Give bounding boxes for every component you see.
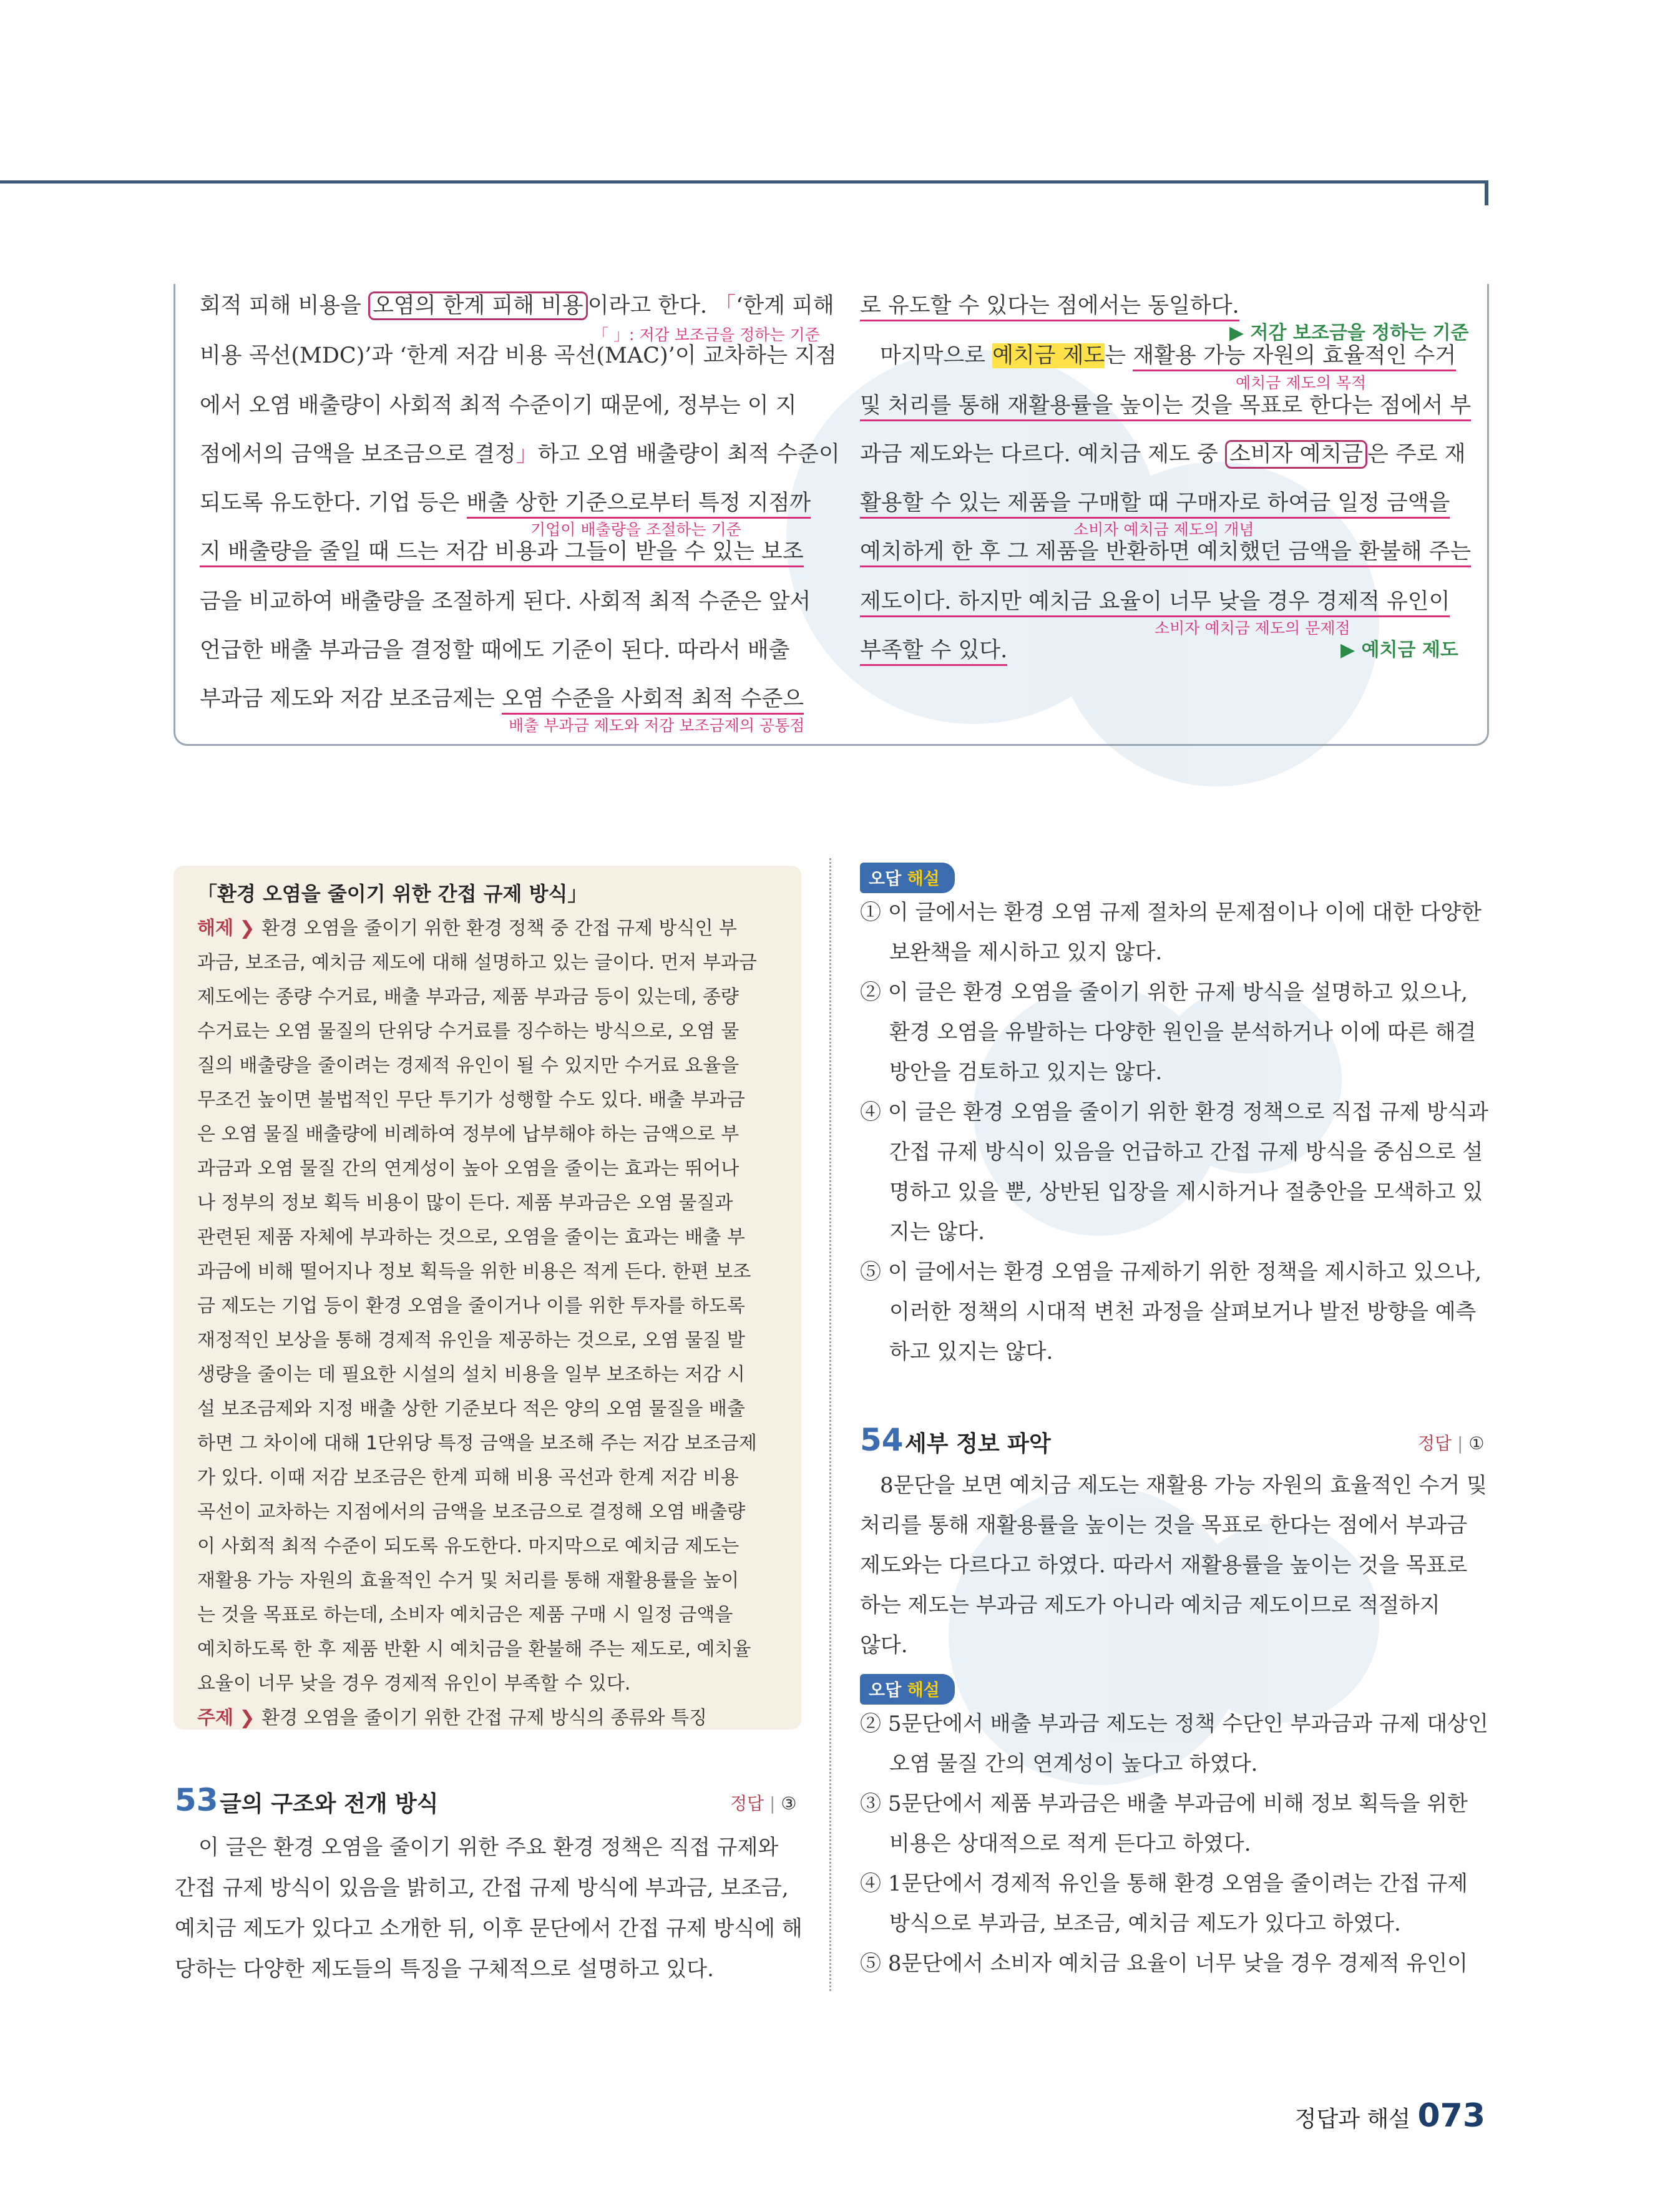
answer-label: 정답	[1418, 1433, 1452, 1454]
summary-line-8: 과금과 오염 물질 간의 연계성이 높아 오염을 줄이는 효과는 뛰어나	[197, 1158, 740, 1180]
wrong-item	[860, 899, 1482, 926]
wrong-item	[860, 1258, 1482, 1286]
text-run: 과금 제도와는 다르다. 예치금 제도 중	[860, 442, 1226, 467]
item-text: 명하고 있을 뿐, 상반된 입장을 제시하거나 절충안을 모색하고 있	[889, 1180, 1483, 1205]
summary-line-18: 곡선이 교차하는 지점에서의 금액을 보조금으로 결정해 오염 배출량	[197, 1501, 746, 1523]
question-title: 글의 구조와 전개 방식	[220, 1791, 439, 1817]
summary-line-4: 수거료는 오염 물질의 단위당 수거료를 징수하는 방식으로, 오염 물	[197, 1020, 740, 1042]
underlined-text: 제도이다. 하지만 예치금 요율이 너무 낮을 경우 경제적 유인이	[860, 589, 1450, 617]
underlined-text: 배출 상한 기준으로부터 특정 지점까	[467, 491, 811, 519]
explain-label: 해제	[197, 918, 233, 939]
summary-line-1	[197, 916, 737, 941]
summary-line-3: 제도에는 종량 수거료, 배출 부과금, 제품 부과금 등이 있는데, 종량	[197, 986, 739, 1008]
text-run: 되도록 유도한다. 기업 등은	[200, 491, 467, 516]
text-run: ‘한계 피해	[736, 293, 834, 318]
answer-tag: 정답 | ①	[1418, 1433, 1485, 1454]
passage-right-line-8	[860, 637, 1007, 664]
passage-right-line-3	[860, 392, 1471, 419]
underlined-text: 지 배출량을 줄일 때 드는 저감 비용과 그들이 받을 수 있는 보조	[200, 539, 804, 567]
item-number: ⑤	[860, 1951, 881, 1976]
wrong-item	[860, 1099, 1488, 1126]
item-number: ④	[860, 1871, 881, 1896]
passage-left-line-1	[200, 292, 834, 320]
underlined-text: 로 유도할 수 있다는 점에서는 동일하다.	[860, 293, 1239, 321]
text-run: 점에서의 금액을 보조금으로 결정	[200, 442, 516, 467]
chevron-right-icon: ❯	[239, 918, 262, 939]
summary-line-22: 예치하도록 한 후 제품 반환 시 예치금을 환불해 주는 제도로, 예치율	[197, 1638, 751, 1660]
passage-left-line-3: 에서 오염 배출량이 사회적 최적 수준이기 때문에, 정부는 이 지	[200, 393, 797, 418]
highlighted-term-deposit: 예치금 제도	[992, 343, 1105, 368]
summary-line-9: 나 정부의 정보 획득 비용이 많이 든다. 제품 부과금은 오염 물질과	[197, 1192, 733, 1214]
summary-line-14: 생량을 줄이는 데 필요한 시설의 설치 비용을 일부 보조하는 저감 시	[197, 1364, 745, 1386]
explanation-line-5: 않다.	[860, 1633, 908, 1658]
summary-line-12: 금 제도는 기업 등이 환경 오염을 줄이거나 이를 위한 투자를 하도록	[197, 1295, 745, 1317]
summary-line-2: 과금, 보조금, 예치금 제도에 대해 설명하고 있는 글이다. 먼저 부과금	[197, 952, 757, 974]
annotation-common-point: 배출 부과금 제도와 저감 보조금제의 공통점	[509, 717, 805, 735]
item-text: 간접 규제 방식이 있음을 언급하고 간접 규제 방식을 중심으로 설	[889, 1140, 1483, 1165]
text-run: 부과금 제도와 저감 보조금제는	[200, 687, 502, 712]
item-text: 방식으로 부과금, 보조금, 예치금 제도가 있다고 하였다.	[889, 1911, 1401, 1936]
answer-value: ③	[781, 1793, 797, 1814]
text-run: 환경 오염을 줄이기 위한 환경 정책 중 간접 규제 방식인 부	[261, 918, 738, 939]
summary-line-16: 하면 그 차이에 대해 1단위당 특정 금액을 보조해 주는 저감 보조금제	[197, 1432, 757, 1454]
passage-left-line-9	[200, 685, 804, 713]
wrong-item	[860, 1710, 1488, 1738]
item-text: 보완책을 제시하고 있지 않다.	[889, 940, 1163, 965]
explanation-line-1: 8문단을 보면 예치금 제도는 재활용 가능 자원의 효율적인 수거 및	[880, 1473, 1487, 1498]
boxed-term-consumer-deposit: 소비자 예치금	[1225, 440, 1367, 469]
passage-right-line-1	[860, 292, 1239, 320]
summary-line-19: 이 사회적 최적 수준이 되도록 유도한다. 마지막으로 예치금 제도는	[197, 1535, 740, 1557]
item-number: ①	[860, 900, 881, 925]
summary-line-21: 는 것을 목표로 하는데, 소비자 예치금은 제품 구매 시 일정 금액을	[197, 1604, 733, 1626]
underlined-text: 오염 수준을 사회적 최적 수준으	[502, 687, 804, 715]
annotation-deposit-purpose: 예치금 제도의 목적	[1236, 374, 1367, 392]
item-text: 8문단에서 소비자 예치금 요율이 너무 낮을 경우 경제적 유인이	[887, 1951, 1468, 1976]
passage-left-line-8: 언급한 배출 부과금을 결정할 때에도 기준이 된다. 따라서 배출	[200, 638, 790, 663]
wrong-item	[860, 1790, 1468, 1818]
item-text: 방안을 검토하고 있지는 않다.	[889, 1060, 1163, 1085]
badge-accent: 해설	[907, 1681, 940, 1700]
annotation-subsidy-criterion: 「 」: 저감 보조금을 정하는 기준	[593, 326, 820, 344]
summary-title: 「환경 오염을 줄이기 위한 간접 규제 방식」	[197, 882, 588, 906]
explanation-line-4: 당하는 다양한 제도들의 특징을 구체적으로 설명하고 있다.	[175, 1957, 714, 1982]
footer-label: 정답과 해설	[1294, 2107, 1410, 2132]
item-text: 하고 있지는 않다.	[889, 1339, 1053, 1364]
explanation-line-2: 처리를 통해 재활용률을 높이는 것을 목표로 한다는 점에서 부과금	[860, 1513, 1468, 1538]
text-run: 은 주로 재	[1367, 442, 1466, 467]
summary-line-10: 관련된 제품 자체에 부과하는 것으로, 오염을 줄이는 효과는 배출 부	[197, 1226, 745, 1248]
boxed-term-mac: 오염의 한계 피해 비용	[368, 291, 588, 320]
item-number: ②	[860, 980, 881, 1005]
annotation-consumer-concept: 소비자 예치금 제도의 개념	[1073, 521, 1254, 539]
summary-theme	[197, 1706, 707, 1731]
underlined-text: 활용할 수 있는 제품을 구매할 때 구매자로 하여금 일정 금액을	[860, 491, 1450, 519]
item-text: 이 글에서는 환경 오염을 규제하기 위한 정책을 제시하고 있으나,	[887, 1260, 1482, 1285]
passage-right-line-4	[860, 441, 1466, 468]
summary-line-23: 요율이 너무 낮을 경우 경제적 유인이 부족할 수 있다.	[197, 1673, 631, 1695]
text-run: 하고 오염 배출량이 최적 수준이	[537, 442, 840, 467]
text-run: 마지막으로	[880, 343, 993, 368]
item-text: 환경 오염을 유발하는 다양한 원인을 분석하거나 이에 따른 해결	[889, 1020, 1477, 1045]
passage-right-line-7	[860, 588, 1450, 615]
summary-line-5: 질의 배출량을 줄이려는 경제적 유인이 될 수 있지만 수거료 요율을	[197, 1055, 740, 1077]
question-number: 53	[175, 1782, 218, 1818]
item-text: 지는 않다.	[889, 1220, 985, 1245]
explanation-line-2: 간접 규제 방식이 있음을 밝히고, 간접 규제 방식에 부과금, 보조금,	[175, 1876, 789, 1901]
bracket-open: 「	[714, 293, 736, 318]
column-divider	[829, 858, 831, 1991]
underlined-text: 부족할 수 있다.	[860, 638, 1007, 666]
item-text: 이 글은 환경 오염을 줄이기 위한 규제 방식을 설명하고 있으나,	[887, 980, 1468, 1005]
underlined-text: 재활용 가능 자원의 효율적인 수거	[1133, 343, 1456, 371]
summary-line-6: 무조건 높이면 불법적인 무단 투기가 성행할 수도 있다. 배출 부과금	[197, 1089, 745, 1111]
passage-left-line-4	[200, 441, 840, 468]
item-number: ③	[860, 1791, 881, 1816]
question-title: 세부 정보 파악	[905, 1431, 1051, 1457]
underlined-text: 예치하게 한 후 그 제품을 반환하면 예치했던 금액을 환불해 주는	[860, 539, 1471, 567]
item-text: 이 글에서는 환경 오염 규제 절차의 문제점이나 이에 대한 다양한	[887, 900, 1482, 925]
wrong-item	[860, 1950, 1468, 1977]
passage-right-line-2	[880, 342, 1456, 369]
passage-left-line-6	[200, 538, 804, 565]
side-note-subsidy-criterion: ▶ 저감 보조금을 정하는 기준	[1229, 322, 1469, 344]
text-run: 는	[1105, 343, 1133, 368]
item-text: 1문단에서 경제적 유인을 통해 환경 오염을 줄이려는 간접 규제	[887, 1871, 1468, 1896]
item-text: 5문단에서 배출 부과금 제도는 정책 수단인 부과금과 규제 대상인	[887, 1711, 1488, 1736]
item-text: 이러한 정책의 시대적 변천 과정을 살펴보거나 발전 방향을 예측	[889, 1299, 1477, 1324]
theme-label: 주제	[197, 1707, 233, 1729]
item-number: ②	[860, 1711, 881, 1736]
item-text: 비용은 상대적으로 적게 든다고 하였다.	[889, 1831, 1251, 1856]
page-number: 073	[1417, 2097, 1485, 2135]
summary-line-11: 과금에 비해 떨어지나 정보 획득을 위한 비용은 적게 든다. 한편 보조	[197, 1261, 751, 1283]
item-number: ⑤	[860, 1260, 881, 1285]
bracket-close: 」	[515, 442, 538, 467]
passage-left-line-5	[200, 489, 811, 517]
summary-line-17: 가 있다. 이때 저감 보조금은 한계 피해 비용 곡선과 한계 저감 비용	[197, 1467, 739, 1489]
annotation-adjust-criterion: 기업이 배출량을 조절하는 기준	[530, 521, 741, 539]
item-text: 오염 물질 간의 연계성이 높다고 하였다.	[889, 1751, 1258, 1776]
summary-line-7: 은 오염 물질 배출량에 비례하여 정부에 납부해야 하는 금액으로 부	[197, 1123, 740, 1145]
chevron-right-icon: ❯	[239, 1707, 262, 1729]
badge-accent: 해설	[907, 869, 940, 889]
side-note-deposit-system: ▶ 예치금 제도	[1340, 639, 1458, 661]
text-run: 이라고 한다.	[587, 293, 715, 318]
summary-line-15: 설 보조금제와 지정 배출 상한 기준보다 적은 양의 오염 물질을 배출	[197, 1398, 745, 1420]
wrong-item	[860, 979, 1468, 1006]
passage-right-line-6	[860, 538, 1471, 565]
page-footer	[1295, 2097, 1485, 2135]
summary-line-13: 재정적인 보상을 통해 경제적 유인을 제공하는 것으로, 오염 물질 발	[197, 1329, 745, 1351]
wrong-answer-badge	[860, 1674, 955, 1705]
annotation-consumer-problem: 소비자 예치금 제도의 문제점	[1155, 619, 1350, 637]
text-run: 회적 피해 비용을	[200, 293, 369, 318]
passage-left-line-7: 금을 비교하여 배출량을 조절하게 된다. 사회적 최적 수준은 앞서	[200, 589, 811, 614]
passage-right-line-5	[860, 489, 1450, 517]
question-number: 54	[860, 1422, 904, 1458]
theme-text: 환경 오염을 줄이기 위한 간접 규제 방식의 종류와 특징	[261, 1707, 707, 1729]
badge-text: 오답	[869, 869, 902, 889]
item-text: 이 글은 환경 오염을 줄이기 위한 환경 정책으로 직접 규제 방식과	[887, 1100, 1488, 1125]
wrong-item	[860, 1870, 1468, 1897]
explanation-line-3: 제도와는 다르다고 하였다. 따라서 재활용률을 높이는 것을 목표로	[860, 1553, 1468, 1578]
answer-value: ①	[1468, 1433, 1485, 1454]
passage-left-line-2: 비용 곡선(MDC)’과 ‘한계 저감 비용 곡선(MAC)’이 교차하는 지점	[200, 343, 837, 368]
badge-text: 오답	[869, 1681, 902, 1700]
explanation-line-1: 이 글은 환경 오염을 줄이기 위한 주요 환경 정책은 직접 규제와	[198, 1835, 779, 1860]
item-number: ④	[860, 1100, 881, 1125]
summary-line-20: 재활용 가능 자원의 효율적인 수거 및 처리를 통해 재활용률을 높이	[197, 1570, 740, 1592]
item-text: 5문단에서 제품 부과금은 배출 부과금에 비해 정보 획득을 위한	[887, 1791, 1468, 1816]
explanation-line-3: 예치금 제도가 있다고 소개한 뒤, 이후 문단에서 간접 규제 방식에 해	[175, 1916, 803, 1941]
explanation-line-4: 하는 제도는 부과금 제도가 아니라 예치금 제도이므로 적절하지	[860, 1593, 1440, 1618]
wrong-answer-badge	[860, 863, 955, 893]
answer-tag: 정답 | ③	[730, 1793, 797, 1814]
underlined-text: 및 처리를 통해 재활용률을 높이는 것을 목표로 한다는 점에서 부	[860, 393, 1471, 421]
answer-label: 정답	[730, 1793, 764, 1814]
